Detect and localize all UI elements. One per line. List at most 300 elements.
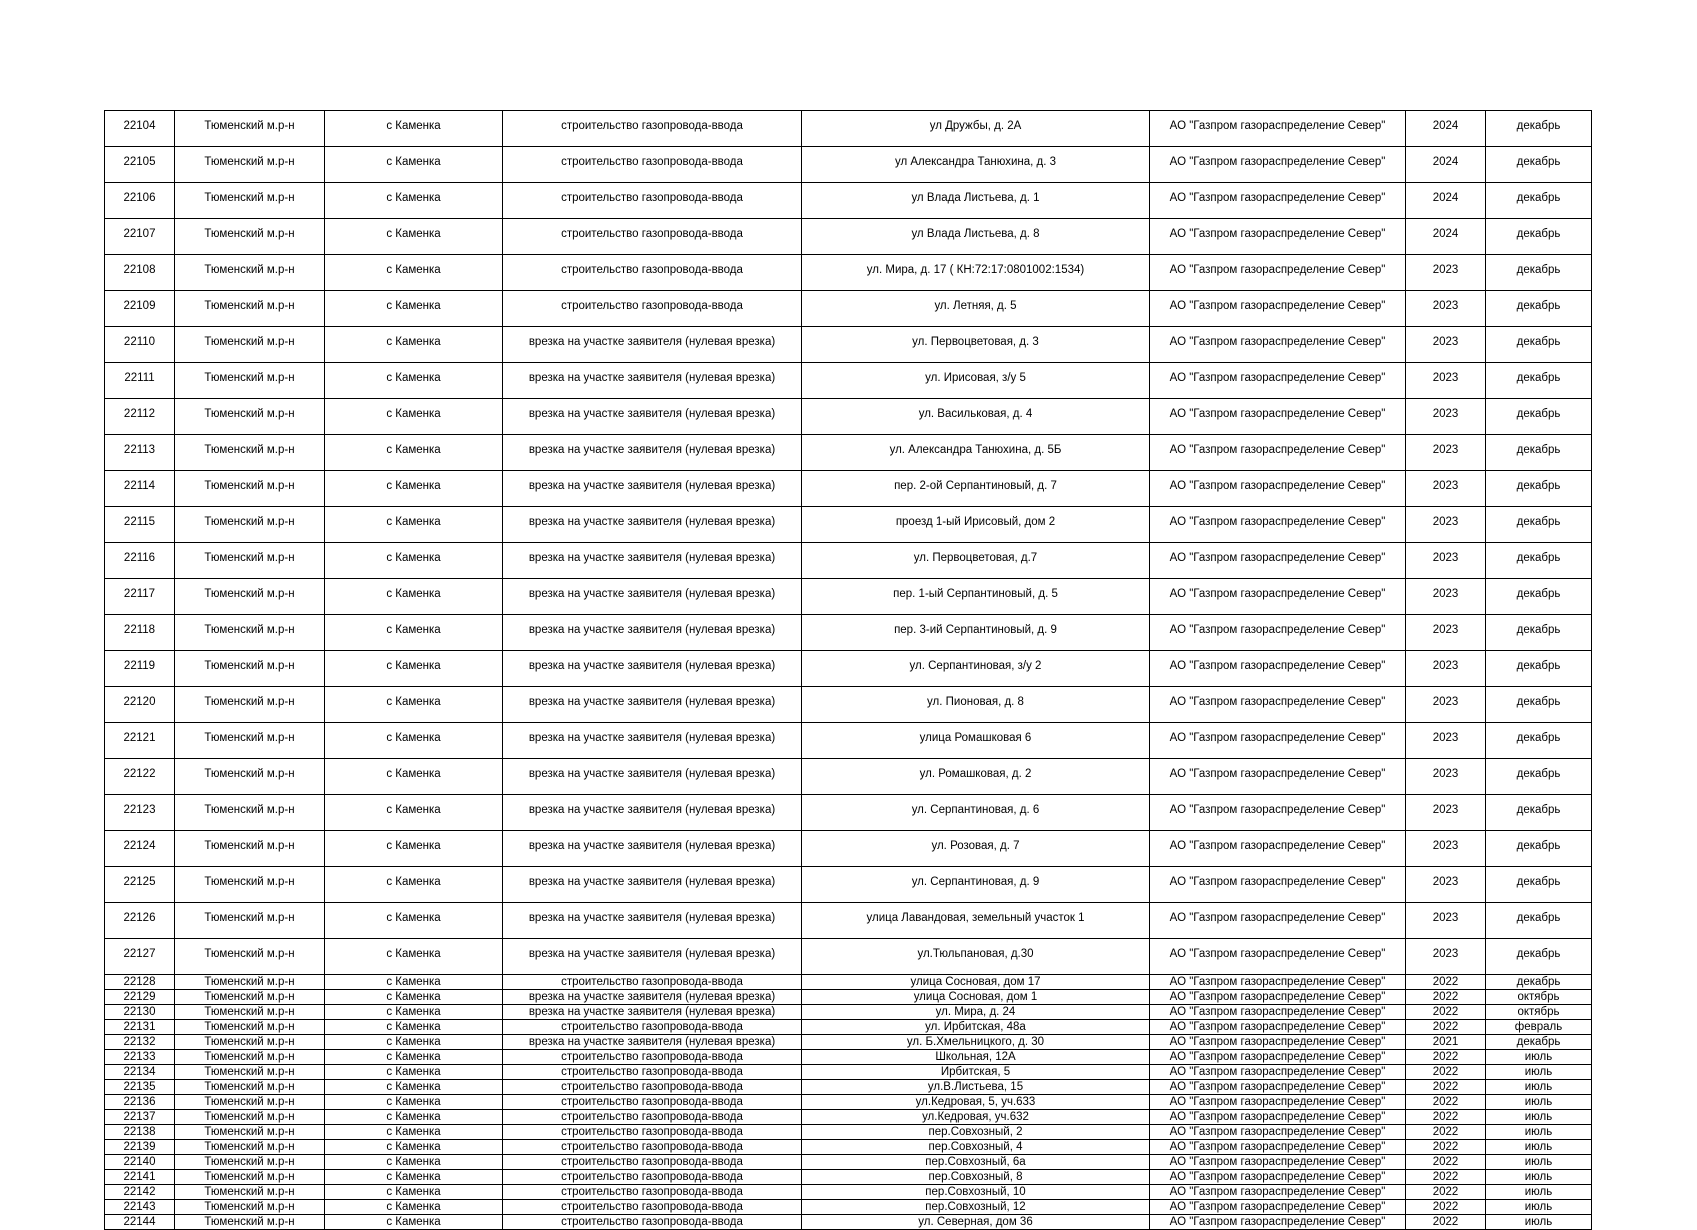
cell-work-type: врезка на участке заявителя (нулевая врезка): [503, 903, 802, 939]
cell-district: Тюменский м.р-н: [175, 1200, 325, 1215]
cell-address: ул. Серпантиновая, д. 6: [802, 795, 1150, 831]
cell-work-type: строительство газопровода-ввода: [503, 147, 802, 183]
table-row: [105, 867, 1592, 903]
cell-organization: АО "Газпром газораспределение Север": [1150, 1215, 1406, 1230]
cell-settlement: с Каменка: [325, 1125, 503, 1140]
table-row: [105, 435, 1592, 471]
cell-settlement: с Каменка: [325, 507, 503, 543]
cell-settlement: с Каменка: [325, 1005, 503, 1020]
cell-settlement: с Каменка: [325, 1080, 503, 1095]
cell-district: Тюменский м.р-н: [175, 1005, 325, 1020]
cell-record-id: 22122: [105, 759, 175, 795]
cell-year: 2022: [1406, 1065, 1486, 1080]
cell-year: 2022: [1406, 1140, 1486, 1155]
cell-organization: АО "Газпром газораспределение Север": [1150, 1095, 1406, 1110]
cell-month: декабрь: [1486, 363, 1592, 399]
cell-year: 2022: [1406, 1095, 1486, 1110]
cell-organization: АО "Газпром газораспределение Север": [1150, 1020, 1406, 1035]
cell-district: Тюменский м.р-н: [175, 687, 325, 723]
table-row: [105, 1185, 1592, 1200]
cell-year: 2024: [1406, 219, 1486, 255]
cell-organization: АО "Газпром газораспределение Север": [1150, 543, 1406, 579]
cell-address: ул. Мира, д. 17 ( КН:72:17:0801002:1534): [802, 255, 1150, 291]
cell-work-type: строительство газопровода-ввода: [503, 219, 802, 255]
cell-organization: АО "Газпром газораспределение Север": [1150, 795, 1406, 831]
cell-address: улица Сосновая, дом 1: [802, 990, 1150, 1005]
cell-settlement: с Каменка: [325, 1065, 503, 1080]
cell-month: декабрь: [1486, 399, 1592, 435]
cell-organization: АО "Газпром газораспределение Север": [1150, 990, 1406, 1005]
cell-work-type: врезка на участке заявителя (нулевая врезка): [503, 795, 802, 831]
table-body: [105, 111, 1592, 1230]
cell-address: пер.Совхозный, 4: [802, 1140, 1150, 1155]
cell-settlement: с Каменка: [325, 795, 503, 831]
table-row: [105, 975, 1592, 990]
document-page: [104, 110, 1592, 1230]
table-row: [105, 507, 1592, 543]
cell-year: 2023: [1406, 615, 1486, 651]
cell-address: пер. 2-ой Серпантиновый, д. 7: [802, 471, 1150, 507]
cell-year: 2023: [1406, 687, 1486, 723]
cell-organization: АО "Газпром газораспределение Север": [1150, 939, 1406, 975]
cell-record-id: 22125: [105, 867, 175, 903]
cell-address: пер.Совхозный, 8: [802, 1170, 1150, 1185]
cell-month: июль: [1486, 1155, 1592, 1170]
cell-settlement: с Каменка: [325, 147, 503, 183]
cell-record-id: 22138: [105, 1125, 175, 1140]
cell-year: 2023: [1406, 435, 1486, 471]
cell-district: Тюменский м.р-н: [175, 1065, 325, 1080]
cell-settlement: с Каменка: [325, 831, 503, 867]
cell-month: декабрь: [1486, 435, 1592, 471]
cell-address: ул. Первоцветовая, д. 3: [802, 327, 1150, 363]
cell-record-id: 22123: [105, 795, 175, 831]
cell-organization: АО "Газпром газораспределение Север": [1150, 327, 1406, 363]
cell-record-id: 22129: [105, 990, 175, 1005]
cell-work-type: строительство газопровода-ввода: [503, 1125, 802, 1140]
cell-work-type: врезка на участке заявителя (нулевая врезка): [503, 579, 802, 615]
cell-settlement: с Каменка: [325, 1200, 503, 1215]
cell-record-id: 22115: [105, 507, 175, 543]
table-row: [105, 291, 1592, 327]
cell-record-id: 22114: [105, 471, 175, 507]
cell-district: Тюменский м.р-н: [175, 759, 325, 795]
cell-district: Тюменский м.р-н: [175, 579, 325, 615]
cell-settlement: с Каменка: [325, 975, 503, 990]
cell-settlement: с Каменка: [325, 1140, 503, 1155]
cell-record-id: 22137: [105, 1110, 175, 1125]
cell-record-id: 22111: [105, 363, 175, 399]
cell-organization: АО "Газпром газораспределение Север": [1150, 255, 1406, 291]
cell-month: июль: [1486, 1110, 1592, 1125]
cell-district: Тюменский м.р-н: [175, 1215, 325, 1230]
cell-district: Тюменский м.р-н: [175, 147, 325, 183]
cell-settlement: с Каменка: [325, 327, 503, 363]
cell-district: Тюменский м.р-н: [175, 471, 325, 507]
cell-year: 2022: [1406, 1020, 1486, 1035]
cell-address: ул Дружбы, д. 2А: [802, 111, 1150, 147]
cell-year: 2023: [1406, 507, 1486, 543]
cell-district: Тюменский м.р-н: [175, 543, 325, 579]
cell-work-type: врезка на участке заявителя (нулевая врезка): [503, 651, 802, 687]
cell-year: 2023: [1406, 399, 1486, 435]
cell-record-id: 22142: [105, 1185, 175, 1200]
cell-year: 2023: [1406, 903, 1486, 939]
cell-work-type: врезка на участке заявителя (нулевая врезка): [503, 363, 802, 399]
cell-settlement: с Каменка: [325, 471, 503, 507]
cell-record-id: 22109: [105, 291, 175, 327]
cell-organization: АО "Газпром газораспределение Север": [1150, 1050, 1406, 1065]
cell-settlement: с Каменка: [325, 399, 503, 435]
cell-month: декабрь: [1486, 687, 1592, 723]
cell-month: декабрь: [1486, 1035, 1592, 1050]
cell-record-id: 22112: [105, 399, 175, 435]
cell-district: Тюменский м.р-н: [175, 1020, 325, 1035]
cell-address: ул.Кедровая, уч.632: [802, 1110, 1150, 1125]
cell-district: Тюменский м.р-н: [175, 723, 325, 759]
cell-district: Тюменский м.р-н: [175, 363, 325, 399]
cell-year: 2024: [1406, 147, 1486, 183]
cell-record-id: 22107: [105, 219, 175, 255]
cell-settlement: с Каменка: [325, 543, 503, 579]
cell-settlement: с Каменка: [325, 939, 503, 975]
cell-year: 2023: [1406, 795, 1486, 831]
cell-work-type: строительство газопровода-ввода: [503, 975, 802, 990]
cell-record-id: 22127: [105, 939, 175, 975]
cell-address: пер.Совхозный, 2: [802, 1125, 1150, 1140]
cell-address: ул. Розовая, д. 7: [802, 831, 1150, 867]
cell-month: декабрь: [1486, 147, 1592, 183]
cell-year: 2023: [1406, 723, 1486, 759]
table-row: [105, 579, 1592, 615]
cell-work-type: строительство газопровода-ввода: [503, 1020, 802, 1035]
cell-address: пер.Совхозный, 10: [802, 1185, 1150, 1200]
cell-month: июль: [1486, 1095, 1592, 1110]
cell-district: Тюменский м.р-н: [175, 1035, 325, 1050]
cell-address: пер. 3-ий Серпантиновый, д. 9: [802, 615, 1150, 651]
cell-record-id: 22140: [105, 1155, 175, 1170]
cell-organization: АО "Газпром газораспределение Север": [1150, 399, 1406, 435]
cell-year: 2022: [1406, 1170, 1486, 1185]
cell-organization: АО "Газпром газораспределение Север": [1150, 1185, 1406, 1200]
cell-organization: АО "Газпром газораспределение Север": [1150, 471, 1406, 507]
cell-work-type: строительство газопровода-ввода: [503, 1155, 802, 1170]
cell-settlement: с Каменка: [325, 615, 503, 651]
cell-district: Тюменский м.р-н: [175, 435, 325, 471]
cell-organization: АО "Газпром газораспределение Север": [1150, 363, 1406, 399]
cell-year: 2022: [1406, 1125, 1486, 1140]
cell-month: декабрь: [1486, 759, 1592, 795]
cell-district: Тюменский м.р-н: [175, 399, 325, 435]
cell-address: ул. Васильковая, д. 4: [802, 399, 1150, 435]
cell-address: ул Влада Листьева, д. 8: [802, 219, 1150, 255]
cell-organization: АО "Газпром газораспределение Север": [1150, 1065, 1406, 1080]
cell-work-type: врезка на участке заявителя (нулевая врезка): [503, 687, 802, 723]
cell-address: ул Влада Листьева, д. 1: [802, 183, 1150, 219]
cell-record-id: 22116: [105, 543, 175, 579]
cell-record-id: 22131: [105, 1020, 175, 1035]
cell-year: 2022: [1406, 1005, 1486, 1020]
cell-month: декабрь: [1486, 651, 1592, 687]
cell-district: Тюменский м.р-н: [175, 1140, 325, 1155]
cell-address: Ирбитская, 5: [802, 1065, 1150, 1080]
cell-month: декабрь: [1486, 291, 1592, 327]
cell-organization: АО "Газпром газораспределение Север": [1150, 111, 1406, 147]
cell-month: декабрь: [1486, 903, 1592, 939]
cell-organization: АО "Газпром газораспределение Север": [1150, 291, 1406, 327]
cell-address: пер. 1-ый Серпантиновый, д. 5: [802, 579, 1150, 615]
cell-year: 2022: [1406, 1200, 1486, 1215]
cell-month: декабрь: [1486, 723, 1592, 759]
cell-year: 2022: [1406, 990, 1486, 1005]
table-row: [105, 1170, 1592, 1185]
cell-district: Тюменский м.р-н: [175, 615, 325, 651]
cell-month: декабрь: [1486, 543, 1592, 579]
cell-work-type: врезка на участке заявителя (нулевая врезка): [503, 435, 802, 471]
cell-record-id: 22144: [105, 1215, 175, 1230]
table-row: [105, 219, 1592, 255]
cell-month: декабрь: [1486, 579, 1592, 615]
table-row: [105, 759, 1592, 795]
cell-organization: АО "Газпром газораспределение Север": [1150, 867, 1406, 903]
cell-settlement: с Каменка: [325, 990, 503, 1005]
cell-settlement: с Каменка: [325, 1050, 503, 1065]
table-row: [105, 903, 1592, 939]
cell-address: пер.Совхозный, 12: [802, 1200, 1150, 1215]
cell-district: Тюменский м.р-н: [175, 651, 325, 687]
cell-organization: АО "Газпром газораспределение Север": [1150, 183, 1406, 219]
cell-address: ул. Серпантиновая, д. 9: [802, 867, 1150, 903]
cell-work-type: врезка на участке заявителя (нулевая врезка): [503, 471, 802, 507]
cell-record-id: 22105: [105, 147, 175, 183]
table-row: [105, 1110, 1592, 1125]
cell-district: Тюменский м.р-н: [175, 1095, 325, 1110]
cell-organization: АО "Газпром газораспределение Север": [1150, 687, 1406, 723]
cell-month: декабрь: [1486, 111, 1592, 147]
cell-record-id: 22126: [105, 903, 175, 939]
cell-year: 2022: [1406, 1080, 1486, 1095]
cell-month: декабрь: [1486, 183, 1592, 219]
cell-address: ул Александра Танюхина, д. 3: [802, 147, 1150, 183]
cell-record-id: 22139: [105, 1140, 175, 1155]
cell-organization: АО "Газпром газораспределение Север": [1150, 1125, 1406, 1140]
cell-record-id: 22136: [105, 1095, 175, 1110]
cell-work-type: врезка на участке заявителя (нулевая врезка): [503, 939, 802, 975]
table-row: [105, 1140, 1592, 1155]
cell-work-type: врезка на участке заявителя (нулевая врезка): [503, 831, 802, 867]
cell-month: июль: [1486, 1065, 1592, 1080]
cell-settlement: с Каменка: [325, 1155, 503, 1170]
cell-district: Тюменский м.р-н: [175, 975, 325, 990]
cell-work-type: врезка на участке заявителя (нулевая врезка): [503, 759, 802, 795]
cell-month: декабрь: [1486, 975, 1592, 990]
cell-work-type: врезка на участке заявителя (нулевая врезка): [503, 543, 802, 579]
cell-organization: АО "Газпром газораспределение Север": [1150, 615, 1406, 651]
cell-district: Тюменский м.р-н: [175, 507, 325, 543]
cell-record-id: 22104: [105, 111, 175, 147]
cell-work-type: строительство газопровода-ввода: [503, 1095, 802, 1110]
cell-year: 2023: [1406, 759, 1486, 795]
table-row: [105, 1065, 1592, 1080]
cell-record-id: 22132: [105, 1035, 175, 1050]
cell-address: ул. Серпантиновая, з/у 2: [802, 651, 1150, 687]
cell-district: Тюменский м.р-н: [175, 1125, 325, 1140]
cell-month: июль: [1486, 1185, 1592, 1200]
cell-month: декабрь: [1486, 255, 1592, 291]
cell-month: июль: [1486, 1080, 1592, 1095]
cell-district: Тюменский м.р-н: [175, 1170, 325, 1185]
cell-district: Тюменский м.р-н: [175, 867, 325, 903]
cell-organization: АО "Газпром газораспределение Север": [1150, 147, 1406, 183]
cell-settlement: с Каменка: [325, 1110, 503, 1125]
cell-address: ул. Ирбитская, 48а: [802, 1020, 1150, 1035]
table-row: [105, 1215, 1592, 1230]
table-row: [105, 615, 1592, 651]
cell-month: декабрь: [1486, 795, 1592, 831]
cell-settlement: с Каменка: [325, 183, 503, 219]
cell-organization: АО "Газпром газораспределение Север": [1150, 219, 1406, 255]
cell-year: 2023: [1406, 363, 1486, 399]
cell-record-id: 22121: [105, 723, 175, 759]
cell-year: 2021: [1406, 1035, 1486, 1050]
cell-address: ул. Ромашковая, д. 2: [802, 759, 1150, 795]
table-row: [105, 1200, 1592, 1215]
cell-month: июль: [1486, 1170, 1592, 1185]
cell-address: улица Ромашковая 6: [802, 723, 1150, 759]
cell-settlement: с Каменка: [325, 1170, 503, 1185]
cell-year: 2024: [1406, 111, 1486, 147]
cell-organization: АО "Газпром газораспределение Север": [1150, 903, 1406, 939]
cell-district: Тюменский м.р-н: [175, 255, 325, 291]
cell-organization: АО "Газпром газораспределение Север": [1150, 651, 1406, 687]
cell-organization: АО "Газпром газораспределение Север": [1150, 579, 1406, 615]
cell-district: Тюменский м.р-н: [175, 939, 325, 975]
cell-month: декабрь: [1486, 219, 1592, 255]
cell-organization: АО "Газпром газораспределение Север": [1150, 1170, 1406, 1185]
cell-work-type: врезка на участке заявителя (нулевая врезка): [503, 399, 802, 435]
cell-settlement: с Каменка: [325, 651, 503, 687]
cell-work-type: строительство газопровода-ввода: [503, 1170, 802, 1185]
cell-month: декабрь: [1486, 615, 1592, 651]
cell-month: октябрь: [1486, 990, 1592, 1005]
cell-work-type: врезка на участке заявителя (нулевая врезка): [503, 723, 802, 759]
cell-address: ул. Ирисовая, з/у 5: [802, 363, 1150, 399]
cell-work-type: врезка на участке заявителя (нулевая врезка): [503, 1005, 802, 1020]
cell-month: декабрь: [1486, 939, 1592, 975]
cell-month: июль: [1486, 1140, 1592, 1155]
cell-organization: АО "Газпром газораспределение Север": [1150, 1200, 1406, 1215]
cell-address: ул. Первоцветовая, д.7: [802, 543, 1150, 579]
cell-year: 2022: [1406, 975, 1486, 990]
table-row: [105, 543, 1592, 579]
cell-settlement: с Каменка: [325, 1215, 503, 1230]
cell-address: Школьная, 12А: [802, 1050, 1150, 1065]
cell-settlement: с Каменка: [325, 363, 503, 399]
cell-settlement: с Каменка: [325, 111, 503, 147]
cell-organization: АО "Газпром газораспределение Север": [1150, 1080, 1406, 1095]
table-row: [105, 831, 1592, 867]
cell-month: декабрь: [1486, 831, 1592, 867]
cell-record-id: 22120: [105, 687, 175, 723]
cell-organization: АО "Газпром газораспределение Север": [1150, 1140, 1406, 1155]
cell-address: ул. Пионовая, д. 8: [802, 687, 1150, 723]
cell-district: Тюменский м.р-н: [175, 327, 325, 363]
cell-year: 2023: [1406, 579, 1486, 615]
cell-record-id: 22108: [105, 255, 175, 291]
cell-settlement: с Каменка: [325, 219, 503, 255]
table-row: [105, 1050, 1592, 1065]
cell-organization: АО "Газпром газораспределение Север": [1150, 723, 1406, 759]
cell-record-id: 22128: [105, 975, 175, 990]
cell-work-type: строительство газопровода-ввода: [503, 255, 802, 291]
cell-organization: АО "Газпром газораспределение Север": [1150, 975, 1406, 990]
cell-record-id: 22141: [105, 1170, 175, 1185]
cell-year: 2022: [1406, 1110, 1486, 1125]
cell-work-type: строительство газопровода-ввода: [503, 1110, 802, 1125]
cell-settlement: с Каменка: [325, 1020, 503, 1035]
cell-record-id: 22113: [105, 435, 175, 471]
cell-year: 2024: [1406, 183, 1486, 219]
cell-work-type: строительство газопровода-ввода: [503, 1050, 802, 1065]
cell-district: Тюменский м.р-н: [175, 1050, 325, 1065]
cell-record-id: 22110: [105, 327, 175, 363]
cell-district: Тюменский м.р-н: [175, 1110, 325, 1125]
cell-organization: АО "Газпром газораспределение Север": [1150, 1035, 1406, 1050]
cell-district: Тюменский м.р-н: [175, 111, 325, 147]
cell-work-type: строительство газопровода-ввода: [503, 1185, 802, 1200]
table-row: [105, 111, 1592, 147]
table-row: [105, 327, 1592, 363]
gas-connection-table: [104, 110, 1592, 1230]
cell-year: 2023: [1406, 543, 1486, 579]
cell-address: ул. Александра Танюхина, д. 5Б: [802, 435, 1150, 471]
cell-work-type: строительство газопровода-ввода: [503, 1200, 802, 1215]
cell-year: 2023: [1406, 471, 1486, 507]
cell-organization: АО "Газпром газораспределение Север": [1150, 1005, 1406, 1020]
cell-address: ул. Северная, дом 36: [802, 1215, 1150, 1230]
cell-settlement: с Каменка: [325, 723, 503, 759]
table-row: [105, 1020, 1592, 1035]
cell-year: 2023: [1406, 867, 1486, 903]
cell-record-id: 22118: [105, 615, 175, 651]
table-row: [105, 1095, 1592, 1110]
cell-record-id: 22119: [105, 651, 175, 687]
cell-work-type: врезка на участке заявителя (нулевая врезка): [503, 327, 802, 363]
cell-record-id: 22124: [105, 831, 175, 867]
cell-month: июль: [1486, 1050, 1592, 1065]
cell-record-id: 22135: [105, 1080, 175, 1095]
table-row: [105, 1005, 1592, 1020]
cell-year: 2023: [1406, 831, 1486, 867]
cell-work-type: врезка на участке заявителя (нулевая врезка): [503, 507, 802, 543]
cell-month: декабрь: [1486, 507, 1592, 543]
cell-month: декабрь: [1486, 471, 1592, 507]
cell-address: улица Сосновая, дом 17: [802, 975, 1150, 990]
cell-record-id: 22133: [105, 1050, 175, 1065]
cell-year: 2023: [1406, 651, 1486, 687]
cell-record-id: 22106: [105, 183, 175, 219]
cell-work-type: врезка на участке заявителя (нулевая врезка): [503, 615, 802, 651]
cell-district: Тюменский м.р-н: [175, 183, 325, 219]
table-row: [105, 723, 1592, 759]
cell-district: Тюменский м.р-н: [175, 291, 325, 327]
cell-work-type: строительство газопровода-ввода: [503, 1080, 802, 1095]
cell-organization: АО "Газпром газораспределение Север": [1150, 1155, 1406, 1170]
table-row: [105, 147, 1592, 183]
table-row: [105, 687, 1592, 723]
cell-year: 2022: [1406, 1185, 1486, 1200]
cell-settlement: с Каменка: [325, 687, 503, 723]
